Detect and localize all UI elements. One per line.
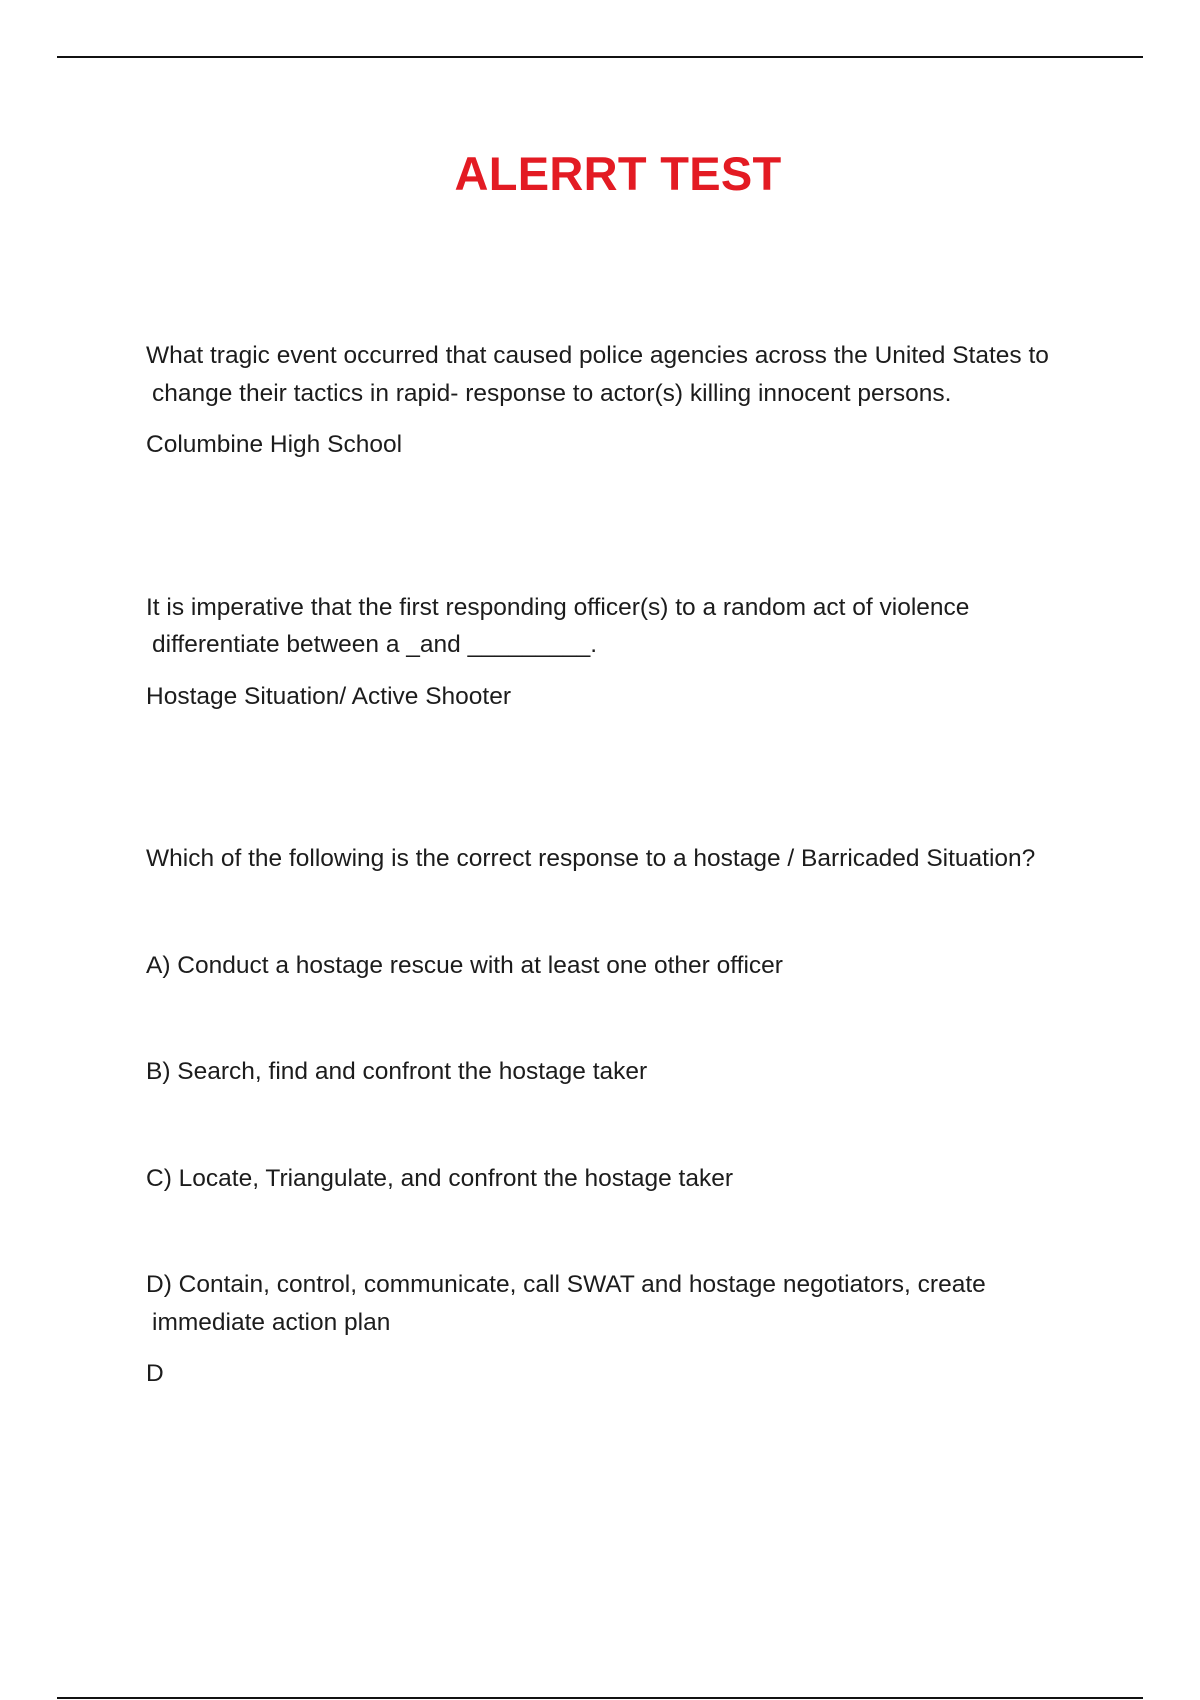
- answer-text: Columbine High School: [146, 431, 403, 458]
- question-item: [146, 840, 1066, 1393]
- footer-rule: [57, 1697, 1143, 1699]
- answer-text: D: [146, 1360, 164, 1387]
- question-text: It is imperative that the first responding officer(s) to a random act of violence differentiate between a _and _________.: [146, 593, 970, 658]
- answer-text: Hostage Situation/ Active Shooter: [146, 682, 511, 710]
- question-text: Which of the following is the correct response to a hostage / Barricaded Situation?: [146, 845, 1036, 872]
- option-b: B) Search, find and confront the hostage taker: [146, 1058, 648, 1085]
- question-text: What tragic event occurred that caused police agencies across the United States to change their tactics in rapid- response to actor(s) killing innocent persons.: [146, 342, 1049, 407]
- document-title: ALERRT TEST: [454, 147, 782, 200]
- question-item: [146, 337, 1066, 464]
- question-list: [146, 337, 1066, 1393]
- option-c: C) Locate, Triangulate, and confront the hostage taker: [146, 1164, 734, 1192]
- option-a: A) Conduct a hostage rescue with at least one other officer: [146, 951, 783, 979]
- question-item: [146, 589, 1066, 716]
- option-d: D) Contain, control, communicate, call SWAT and hostage negotiators, create immediate action plan: [146, 1271, 986, 1336]
- header-rule: [57, 56, 1143, 58]
